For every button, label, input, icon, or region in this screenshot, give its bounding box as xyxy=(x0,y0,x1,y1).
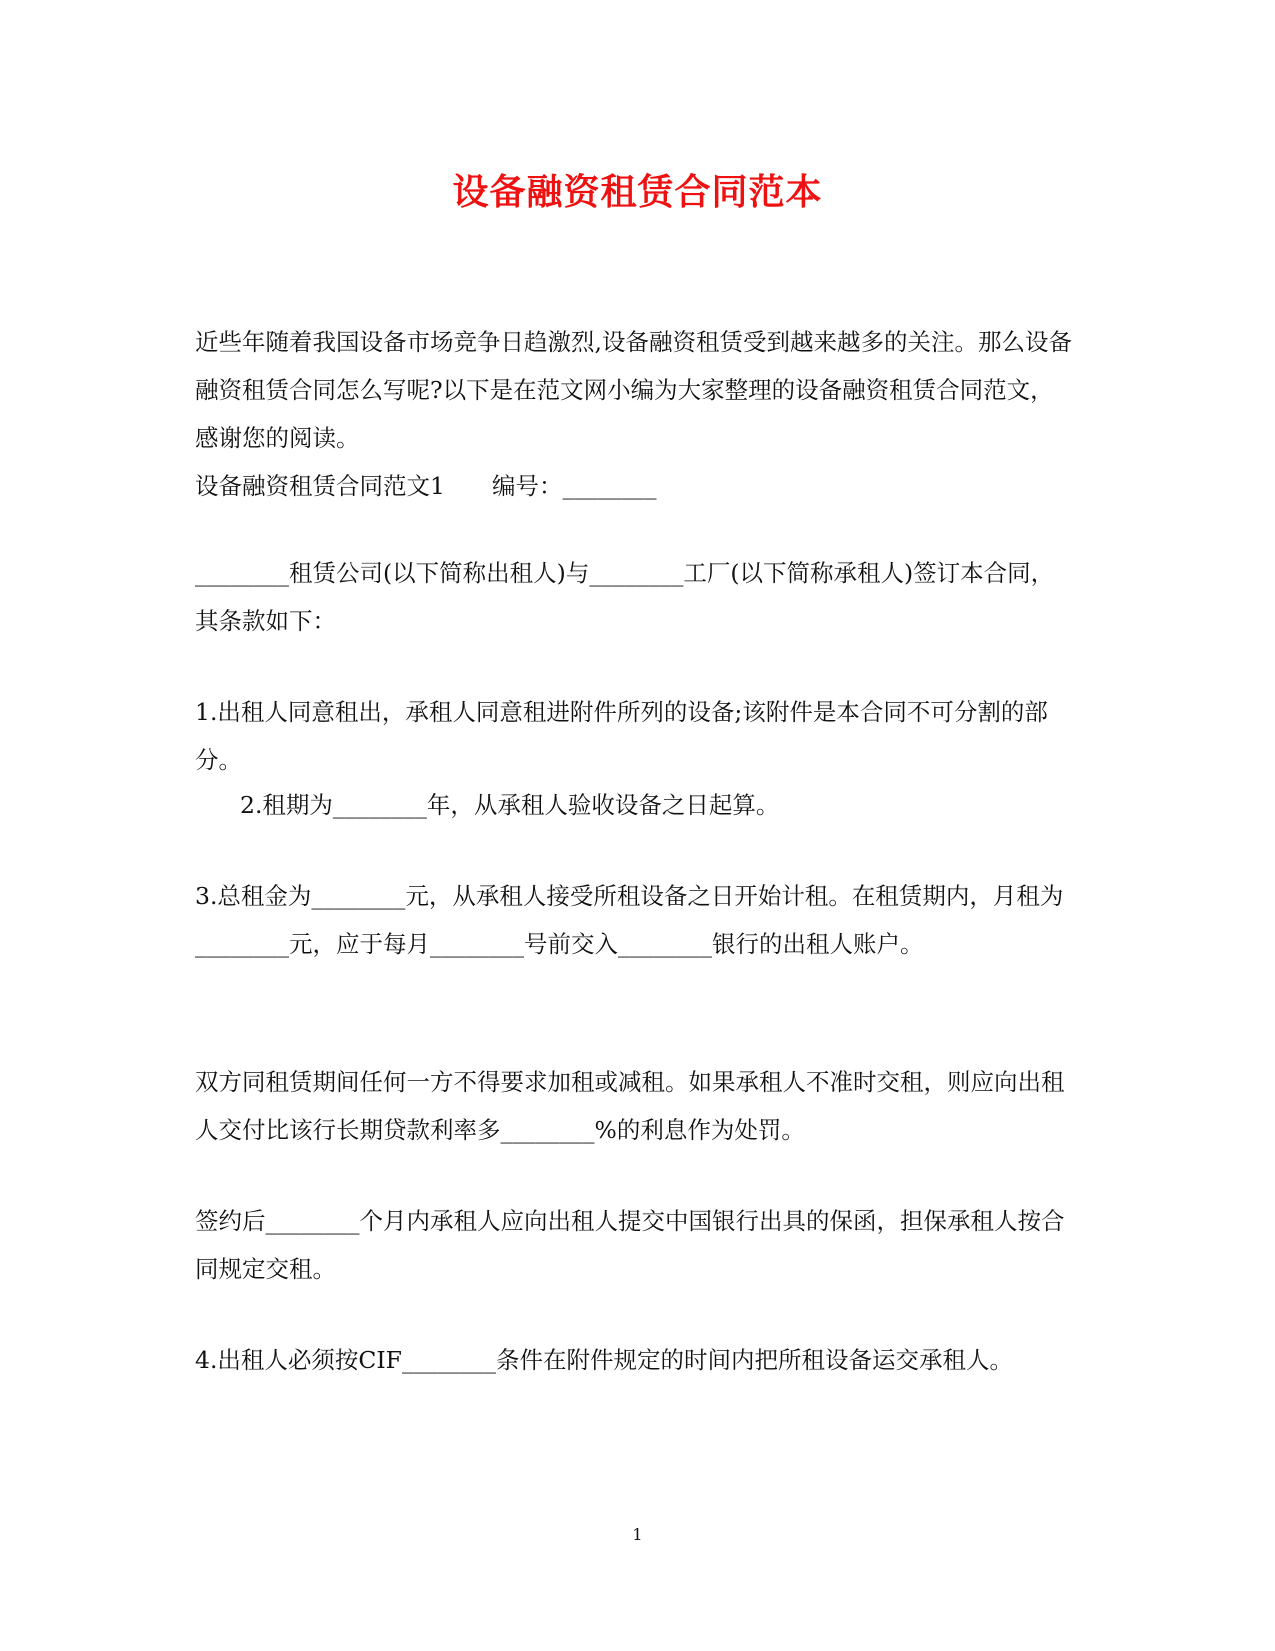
sample-heading: 设备融资租赁合同范文1 编号：________ xyxy=(195,472,657,500)
document-title: 设备融资租赁合同范本 xyxy=(452,171,823,213)
clause-4: 4.出租人必须按CIF________条件在附件规定的时间内把所租设备运交承租人。 xyxy=(195,1346,1013,1374)
clause-2: 2.租期为________年，从承租人验收设备之日起算。 xyxy=(240,791,780,819)
clause-3-guarantee: 签约后________个月内承租人应向出租人提交中国银行出具的保函，担保承租人按合同规定交租。 xyxy=(195,1207,1065,1283)
intro-paragraph: 近些年随着我国设备市场竞争日趋激烈,设备融资租赁受到越来越多的关注。那么设备融资租赁合同怎么写呢?以下是在范文网小编为大家整理的设备融资租赁合同范文，感谢您的阅读。 xyxy=(195,328,1072,452)
clause-1: 1.出租人同意租出，承租人同意租进附件所列的设备;该附件是本合同不可分割的部分。 xyxy=(195,698,1048,774)
clause-3: 3.总租金为________元，从承租人接受所租设备之日开始计租。在租赁期内，月租为________元，应于每月________号前交入________银行的出租人账户。 xyxy=(195,882,1064,958)
parties-paragraph: ________租赁公司(以下简称出租人)与________工厂(以下简称承租人)签订本合同，其条款如下： xyxy=(195,559,1055,635)
page-number: 1 xyxy=(632,1525,643,1544)
clause-3-penalty: 双方同租赁期间任何一方不得要求加租或减租。如果承租人不准时交租，则应向出租人交付比该行长期贷款利率多________%的利息作为处罚。 xyxy=(195,1068,1065,1144)
